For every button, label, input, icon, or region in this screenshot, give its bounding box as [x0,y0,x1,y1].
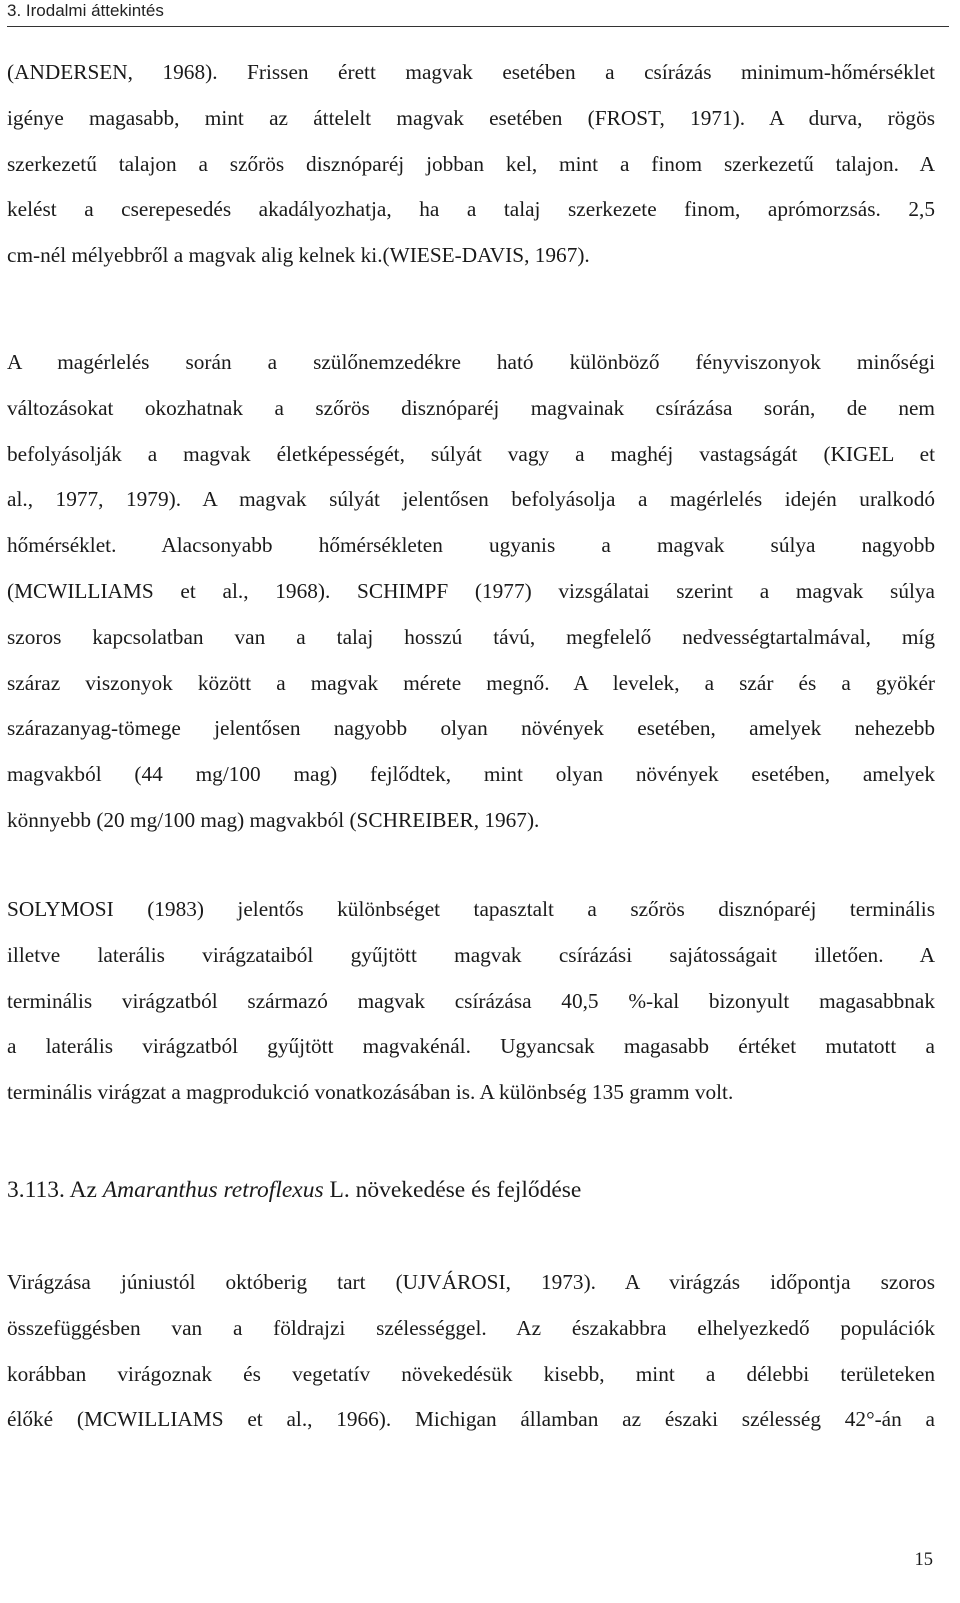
section-suffix: növekedése és fejlődése [355,1177,582,1203]
text-line: változásokat okozhatnak a szőrös disznóparéj magvainak csírázása során, de nem [7,395,935,420]
text-line: Virágzása júniustól októberig tart (UJVÁROSI, 1973). A virágzás időpontja szoros [7,1270,935,1294]
text-line: szerkezetű talajon a szőrös disznóparéj jobban kel, mint a finom szerkezetű talajon. A [7,151,935,176]
text-line: terminális virágzatból származó magvak csírázása 40,5 %-kal bizonyult magasabbnak [7,988,935,1013]
text-line: befolyásolják a magvak életképességét, súlyát vagy a maghéj vastagságát (KIGEL et [7,441,935,466]
paragraph-seed-maturation [7,340,935,844]
species-name: Amaranthus retroflexus [102,1177,324,1203]
text-line: száraz viszonyok között a magvak mérete megnő. A levelek, a szár és a gyökér [7,670,935,695]
paragraph-germination-temperature [7,50,935,279]
section-prefix: Az [69,1177,97,1203]
section-number: 3.113. [7,1177,65,1203]
text-line: igénye magasabb, mint az áttelelt magvak esetében (FROST, 1971). A durva, rögös [7,105,935,130]
text-line: cm-nél mélyebbről a magvak alig kelnek ki.(WIESE-DAVIS, 1967). [7,243,590,268]
text-line: illetve laterális virágzataiból gyűjtött magvak csírázási sajátosságait illetően. A [7,942,935,967]
species-author: L. [329,1177,350,1203]
text-line: könnyebb (20 mg/100 mag) magvakból (SCHREIBER, 1967). [7,807,540,832]
paragraph-flowering [7,1260,935,1443]
text-line: szárazanyag-tömege jelentősen nagyobb olyan növények esetében, amelyek nehezebb [7,716,935,741]
text-line: al., 1977, 1979). A magvak súlyát jelentősen befolyásolja a magérlelés idején uralkodó [7,487,935,512]
text-line: szoros kapcsolatban van a talaj hosszú távú, megfelelő nedvességtartalmával, míg [7,624,935,649]
running-header: 3. Irodalmi áttekintés [7,1,164,20]
text-line: a laterális virágzatból gyűjtött magvakénál. Ugyancsak magasabb értéket mutatott a [7,1034,935,1059]
page-number: 15 [914,1550,933,1570]
section-heading [7,1171,581,1209]
text-line: kelést a cserepesedés akadályozhatja, ha a talaj szerkezete finom, aprómorzsás. 2,5 [7,197,935,222]
text-line: korábban virágoznak és vegetatív növekedésük kisebb, mint a délebbi területeken [7,1361,935,1386]
text-line: (ANDERSEN, 1968). Frissen érett magvak esetében a csírázás minimum-hőmérséklet [7,60,935,84]
text-line: terminális virágzat a magprodukció vonatkozásában is. A különbség 135 gramm volt. [7,1080,734,1105]
text-line: hőmérséklet. Alacsonyabb hőmérsékleten ugyanis a magvak súlya nagyobb [7,533,935,558]
text-line: magvakból (44 mg/100 mag) fejlődtek, mint olyan növények esetében, amelyek [7,762,935,787]
paragraph-solymosi-findings [7,887,935,1116]
text-line: (MCWILLIAMS et al., 1968). SCHIMPF (1977) vizsgálatai szerint a magvak súlya [7,578,935,603]
text-line: élőké (MCWILLIAMS et al., 1966). Michigan államban az északi szélesség 42°-án a [7,1407,935,1432]
header-divider [7,26,949,27]
text-line: összefüggésben van a földrajzi szélességgel. Az északabbra elhelyezkedő populációk [7,1315,935,1340]
text-line: A magérlelés során a szülőnemzedékre ható különböző fényviszonyok minőségi [7,350,935,374]
text-line: SOLYMOSI (1983) jelentős különbséget tapasztalt a szőrös disznóparéj terminális [7,897,935,921]
